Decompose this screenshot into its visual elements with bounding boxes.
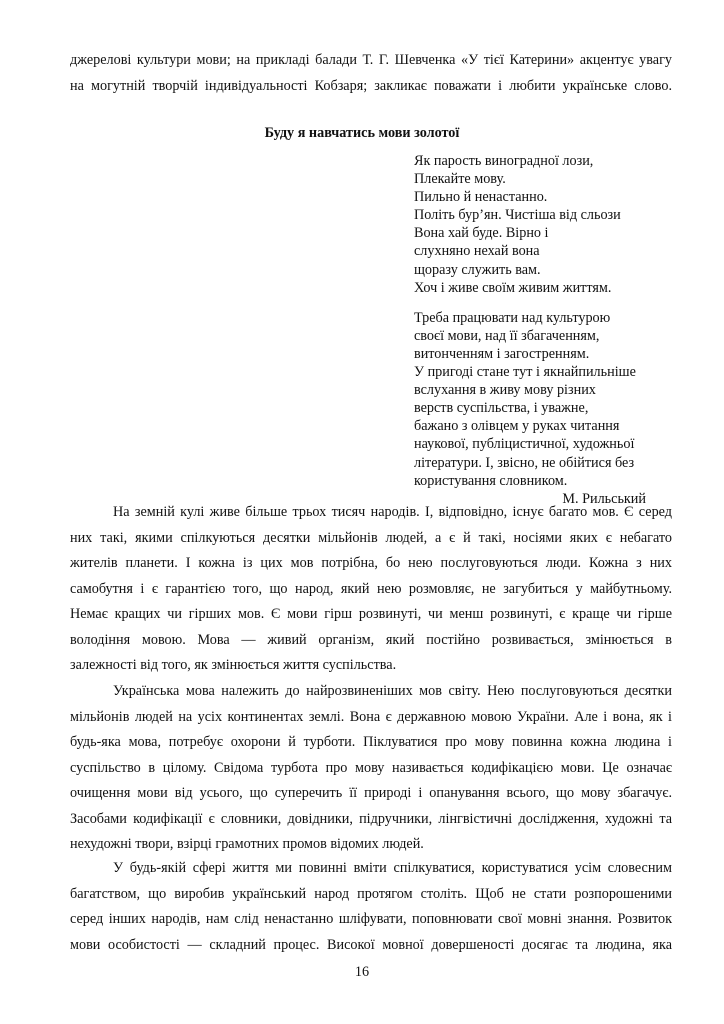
poem-line: Як парость виноградної лози, (414, 153, 594, 169)
poem-line: щоразу служить вам. (414, 261, 541, 278)
paragraph-line: Українська мова належить до найрозвиненіших мов світу. Нею послуговуються десятки (113, 683, 672, 699)
paragraph-line: самобутня і є гарантією того, що народ, який нею розмовляє, не загубиться у майбутньому. (70, 580, 672, 597)
poem-line: літератури. І, звісно, не обійтися без (414, 454, 635, 471)
paragraph (70, 679, 672, 858)
poem-line: Треба працювати над культурою (414, 309, 611, 326)
paragraph (70, 856, 672, 958)
paragraph-line: мови особистості — складний процес. Високої мовної довершеності досягає та людина, яка (70, 936, 672, 953)
poem-line: Вона хай буде. Вірно і (414, 225, 549, 242)
paragraph-line: суспільство в цілому. Свідома турбота про мову називається кодифікацією мови. Це означає (70, 759, 672, 776)
poem-author: М. Рильський (562, 490, 646, 507)
poem-line: витонченням і загостренням. (414, 345, 590, 362)
paragraph-line: очищення мови від усього, що суперечить її природі і опанування всього, що мову збагачує. (70, 785, 672, 801)
page-number: 16 (354, 964, 370, 980)
poem-line: У пригоді стане тут і якнайпильніше (414, 364, 636, 381)
paragraph-line: володіння мовою. Мова — живий організм, який постійно розвивається, змінюється в (70, 631, 672, 648)
paragraph-line: мільйонів людей на усіх континентах землі. Вона є державною мовою України. Але і вона, як і (70, 708, 672, 725)
poem-line: слухняно нехай вона (414, 243, 540, 260)
paragraph-line: У будь-якій сфері життя ми повинні вміти спілкуватися, користуватися усім словесним (113, 860, 672, 876)
paragraph-line: На земній кулі живе більше трьох тисяч народів. І, відповідно, існує багато мов. Є серед (113, 504, 672, 520)
paragraph-line: нехудожні твори, взірці грамотних промов відомих людей. (70, 836, 424, 852)
intro-line: джерелові культури мови; на прикладі балади Т. Г. Шевченка «У тієї Катерини» акцентує увагу (70, 52, 672, 68)
poem-line: своєї мови, над її збагаченням, (414, 327, 600, 344)
poem-line: вслухання в живу мову різних (414, 382, 596, 399)
poem-line: бажано з олівцем у руках читання (414, 418, 620, 435)
paragraph (70, 500, 672, 679)
poem-title: Буду я навчатись мови золотої (264, 125, 460, 141)
poem-epigraph (414, 152, 674, 520)
paragraph-line: багатством, що виробив український народ протягом століть. Щоб не стати розпорошеними (70, 885, 672, 902)
poem-stanza (414, 152, 674, 297)
paragraph-line: них такі, якими спілкуються десятки мільйонів людей, а є й такі, носіями яких є небагато (70, 529, 672, 546)
paragraph-line: серед інших народів, нам слід ненастанно шліфувати, поповнювати свої мовні знання. Розвиток (70, 911, 672, 927)
paragraph-line: Засобами кодифікації є словники, довідники, підручники, лінгвістичні дослідження, художні та (70, 810, 672, 827)
intro-line: на могутній творчій індивідуальності Кобзаря; закликає поважати і любити українське слово. (70, 78, 672, 94)
poem-line: верств суспільства, і уважне, (414, 400, 589, 417)
paragraph-line: будь-яка мова, потребує охорони й турботи. Піклуватися про мову повинна кожна людина і (70, 734, 672, 750)
poem-line: Пильно й ненастанно. (414, 189, 548, 206)
poem-line: користування словником. (414, 472, 568, 489)
poem-stanza (414, 309, 674, 508)
poem-line: Хоч і живе своїм живим життям. (414, 279, 612, 296)
paragraph-line: жителів планети. І кожна із цих мов потрібна, бо нею послуговуються люди. Кожна з них (70, 555, 672, 571)
paragraph-line: Немає кращих чи гірших мов. Є мови гірш розвинуті, чи менш розвинуті, є краще чи гірше (70, 606, 672, 622)
poem-line: наукової, публіцистичної, художньої (414, 436, 635, 453)
poem-line: Плекайте мову. (414, 171, 506, 188)
poem-line: Політь бур’ян. Чистіша від сльози (414, 207, 621, 224)
paragraph-line: залежності від того, як змінюється життя суспільства. (70, 657, 397, 673)
